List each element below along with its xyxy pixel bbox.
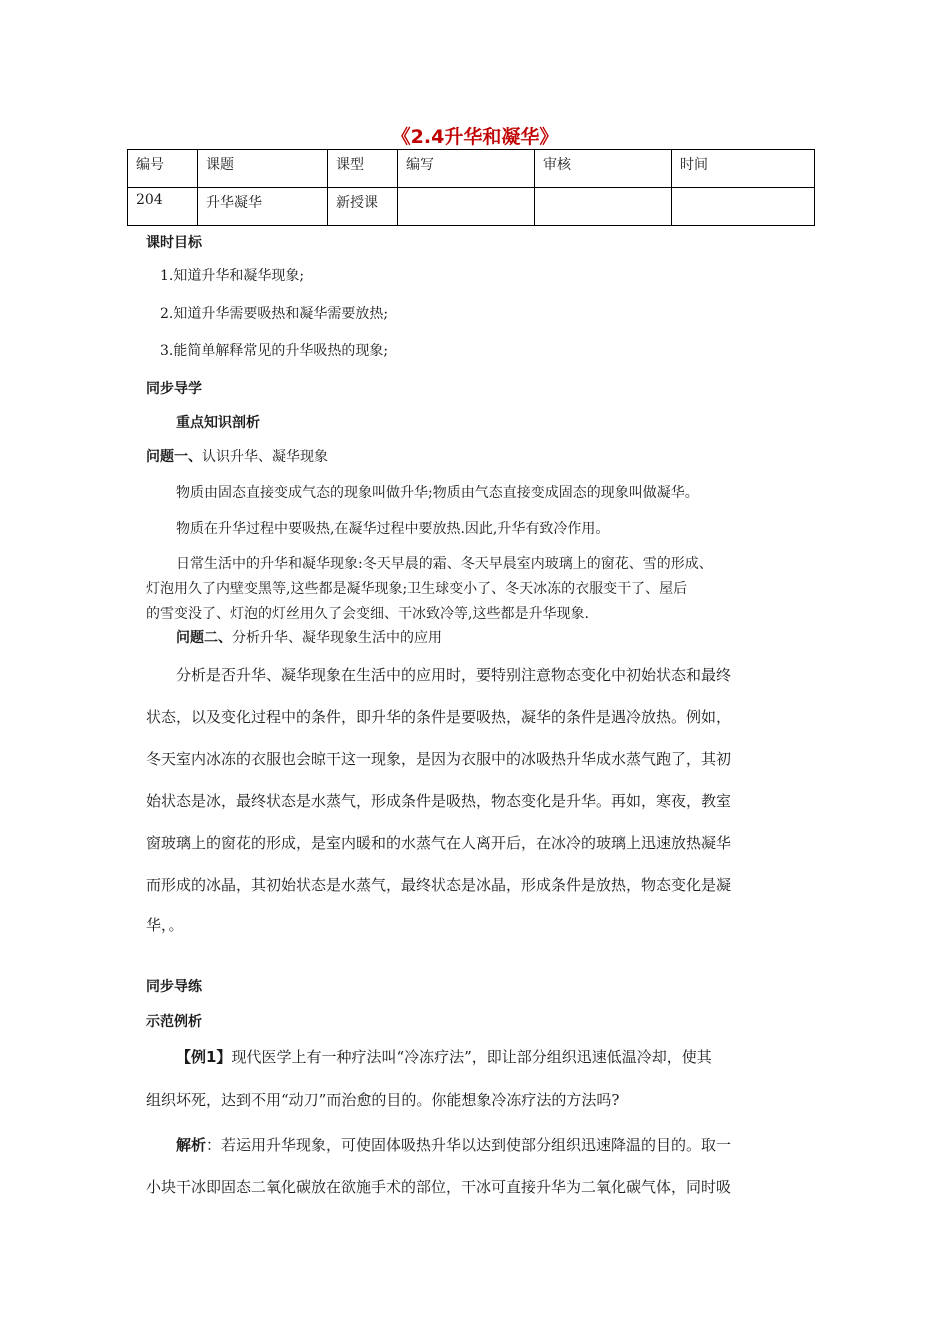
info-table — [127, 149, 815, 226]
question-one — [146, 446, 328, 466]
table-cell — [535, 188, 672, 226]
paragraph-line: 窗玻璃上的窗花的形成，是室内暖和的水蒸气在人离开后，在冰冷的玻璃上迅速放热凝华 — [146, 834, 732, 852]
question-two-title: 分析升华、凝华现象生活中的应用 — [232, 630, 442, 646]
paragraph-line: 冬天室内冰冻的衣服也会晾干这一现象，是因为衣服中的冰吸热升华成水蒸气跑了，其初 — [146, 750, 732, 768]
table-cell — [398, 188, 535, 226]
objective-item: 1.知道升华和凝华现象; — [160, 268, 305, 284]
example-one-text: 现代医学上有一种疗法叫“冷冻疗法”，即让部分组织迅速低温冷却，使其 — [231, 1048, 712, 1066]
table-header-row — [128, 150, 815, 188]
question-two — [176, 627, 442, 647]
question-two-label: 问题二、 — [176, 630, 232, 646]
example-one-label: 【例1】 — [176, 1048, 232, 1066]
analysis-line — [176, 1134, 731, 1155]
table-header-cell: 课题 — [198, 150, 328, 188]
analysis-label: 解析 — [176, 1136, 207, 1154]
guide-heading: 同步导学 — [146, 381, 202, 397]
table-cell: 新授课 — [328, 188, 398, 226]
paragraph-line: 而形成的冰晶，其初始状态是水蒸气，最终状态是冰晶，形成条件是放热，物态变化是凝 — [146, 876, 732, 894]
paragraph-line: 华，。 — [146, 916, 184, 934]
example-one-line: 组织坏死，达到不用“动刀”而治愈的目的。你能想象冷冻疗法的方法吗? — [146, 1091, 620, 1109]
paragraph-line: 状态，以及变化过程中的条件，即升华的条件是要吸热，凝华的条件是遇冷放热。例如， — [146, 708, 732, 726]
paragraph-line: 灯泡用久了内壁变黑等,这些都是凝华现象;卫生球变小了、冬天冰冻的衣服变干了、屋后 — [146, 581, 688, 597]
paragraph: 物质由固态直接变成气态的现象叫做升华;物质由气态直接变成固态的现象叫做凝华。 — [176, 485, 699, 501]
objective-item: 3.能简单解释常见的升华吸热的现象; — [160, 343, 389, 359]
question-one-label: 问题一、 — [146, 449, 202, 465]
paragraph: 物质在升华过程中要吸热,在凝华过程中要放热.因此,升华有致冷作用。 — [176, 521, 610, 537]
example-one-line — [176, 1046, 712, 1067]
table-header-cell: 时间 — [672, 150, 815, 188]
document-title: 《2.4升华和凝华》 — [391, 126, 559, 148]
table-header-cell: 编号 — [128, 150, 198, 188]
analysis-text: ：若运用升华现象，可使固体吸热升华以达到使部分组织迅速降温的目的。取一 — [206, 1136, 732, 1154]
guide-subheading: 重点知识剖析 — [176, 415, 260, 431]
table-header-cell: 编写 — [398, 150, 535, 188]
question-one-title: 认识升华、凝华现象 — [202, 449, 328, 465]
table-cell: 204 — [128, 188, 198, 226]
table-cell — [672, 188, 815, 226]
paragraph-line: 的雪变没了、灯泡的灯丝用久了会变细、干冰致冷等,这些都是升华现象. — [146, 606, 589, 622]
table-cell: 升华凝华 — [198, 188, 328, 226]
objective-item: 2.知道升华需要吸热和凝华需要放热; — [160, 306, 389, 322]
paragraph-line: 始状态是冰，最终状态是水蒸气，形成条件是吸热，物态变化是升华。再如，寒夜，教室 — [146, 792, 732, 810]
objectives-heading: 课时目标 — [146, 235, 202, 251]
table-row — [128, 188, 815, 226]
analysis-line: 小块干冰即固态二氧化碳放在欲施手术的部位，干冰可直接升华为二氧化碳气体，同时吸 — [146, 1178, 732, 1196]
paragraph-line: 分析是否升华、凝华现象在生活中的应用时，要特别注意物态变化中初始状态和最终 — [176, 666, 732, 684]
practice-heading: 同步导练 — [146, 979, 202, 995]
paragraph-line: 日常生活中的升华和凝华现象:冬天早晨的霜、冬天早晨室内玻璃上的窗花、雪的形成、 — [176, 556, 713, 572]
practice-subheading: 示范例析 — [146, 1014, 202, 1030]
table-header-cell: 审核 — [535, 150, 672, 188]
table-header-cell: 课型 — [328, 150, 398, 188]
